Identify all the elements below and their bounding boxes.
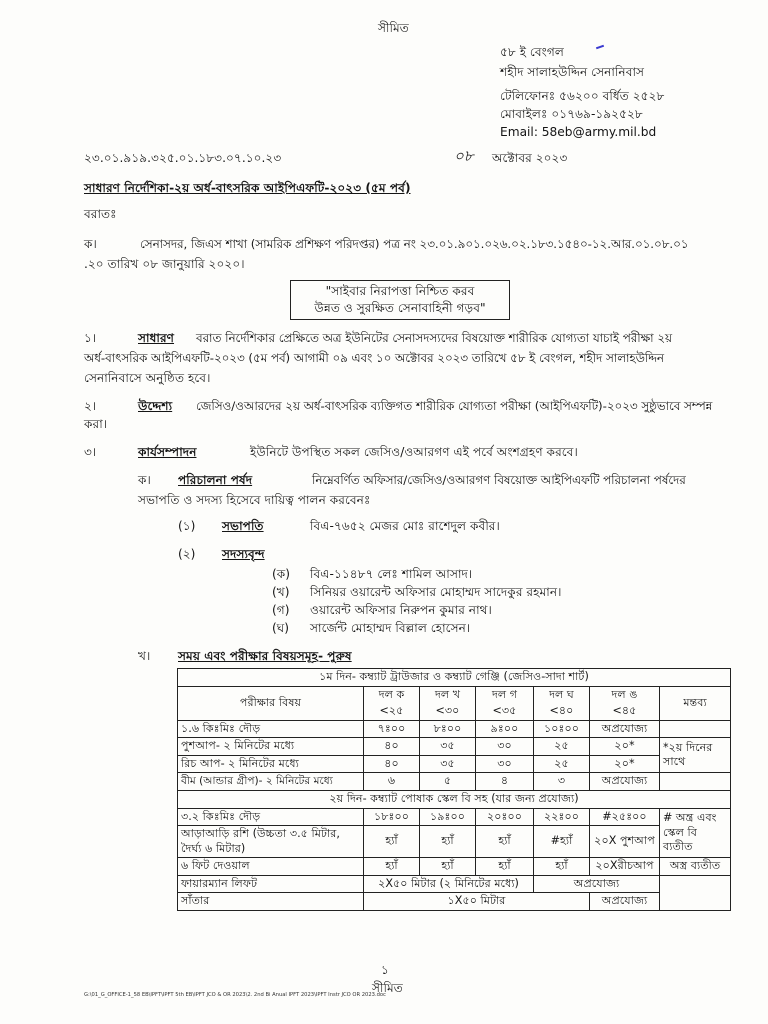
table-cell: ৩৫ [420,755,476,773]
table-row [178,720,731,738]
reference-line-1: সেনাসদর, জিএস শাখা (সামরিক প্রশিক্ষণ পরিদপ্তর) পত্র নং ২৩.০১.৯০১.০২৬.০২.১৮৩.১৫৪০-১২.আর.০১.০৮.০১ [140,237,689,251]
table-cell: ৭ঃ০০ [364,720,420,738]
reference-marker: ক। [84,237,97,251]
column-header-group: দল ঘ [534,686,590,703]
table-cell: ২X৫০ মিটার (২ মিনিটের মধ্যে) [364,875,534,893]
column-header-remarks: মন্তব্য [660,686,731,720]
table-cell: হ্যাঁ [364,858,420,876]
table-cell: ৯ঃ০০ [476,720,534,738]
table-row [178,738,731,756]
table-cell: ১৯ঃ০০ [420,808,476,826]
motto-line-2: উন্নত ও সুরক্ষিত সেনাবাহিনী গড়ব" [314,301,486,315]
table-cell: ২০ঃ০০ [476,808,534,826]
table-cell: ২৫ [534,755,590,773]
motto-line-1: "সাইবার নিরাপত্তা নিশ্চিত করব [325,284,475,298]
member-name: সার্জেন্ট মোহাম্মদ বিল্লাল হোসেন। [310,621,471,635]
age-limit: <৩৫ [476,703,534,720]
table-cell: ৫ [420,773,476,791]
table-row [178,773,731,791]
table-cell: ৩ [534,773,590,791]
president-name: বিএ-৭৬৫২ মেজর মোঃ রাশেদুল কবীর। [310,519,500,533]
reference-number: ২৩.০১.৯১৯.৩২৫.০১.১৮৩.০৭.১০.২৩ [84,151,282,165]
test-subject: বীম (আন্ডার গ্রীপ)- ২ মিনিটের মধ্যে [178,773,364,791]
table-cell: হ্যাঁ [420,826,476,858]
section-1-line-3: সেনানিবাসে অনুষ্ঠিত হবে। [84,371,211,385]
table-cell: ২০* [590,755,660,773]
section-1-line-2: অর্ধ-বাৎসরিক আইপিএফটি-২০২৩ (৫ম পর্ব) আগামী ০৯ এবং ১০ অক্টোবর ২০২৩ তারিখে ৫৮ ই বেংগল, শহীদ সালাহউদ্দিন [84,351,664,365]
subsection-a-title: পরিচালনা পর্ষদ [178,473,253,487]
subsection-b-title: সময় এবং পরীক্ষার বিষয়সমূহ- পুরুষ [178,649,352,663]
table-cell: ১৮ঃ০০ [364,808,420,826]
section-2-number: ২। [84,399,97,413]
ipft-standards-table [177,668,731,911]
day-1-note: *২য় দিনের সাথে [660,738,731,773]
motto-box [290,280,510,320]
test-subject: ৩.২ কিঃমিঃ দৌড় [178,808,364,826]
file-path: G:\01_G_OFFICE-1_58 EB\IPFT\IPFT 5th EB\IPFT JCO & OR 2023\2. 2nd Bi Anual IPFT 2023\IPFT Instr JCO OR 2023.doc [84,992,386,998]
email: Email: 58eb@army.mil.bd [500,125,657,139]
section-3-title: কার্যসম্পাদন [138,445,197,459]
test-subject: সাঁতার [178,893,364,911]
test-subject: ১.৬ কিঃমিঃ দৌড় [178,720,364,738]
test-subject: ৬ ফিট দেওয়াল [178,858,364,876]
table-row [178,875,731,893]
table-cell: ৩৫ [420,738,476,756]
table-cell: ২২ঃ০০ [534,808,590,826]
column-header-group: দল ক [364,686,420,703]
day-2-note: # অন্ত্র এবং স্কেল বি ব্যতীত [660,808,731,858]
table-cell-empty [660,875,731,910]
table-cell: ৮ঃ০০ [420,720,476,738]
column-header-group: দল গ [476,686,534,703]
table-cell: ২০* [590,738,660,756]
weapon-note: অস্ত্র ব্যতীত [660,858,731,876]
table-cell: অপ্রযোজ্য [590,773,660,791]
table-cell: ৪০ [364,738,420,756]
column-header-subject: পরীক্ষার বিষয় [178,686,364,720]
table-row [178,669,731,687]
page-number: ১ [381,963,389,977]
date-text: অক্টোবর ২০২৩ [492,151,568,165]
subject-line: সাধারণ নির্দেশিকা-২য় অর্ধ-বাৎসরিক আইপিএফটি-২০২৩ (৫ম পর্ব) [84,181,411,195]
table-cell: ৩০ [476,738,534,756]
table-cell: হ্যাঁ [476,826,534,858]
section-3-number: ৩। [84,445,97,459]
table-cell: হ্যাঁ [476,858,534,876]
subsection-b-number: খ। [138,649,151,663]
table-header-row [178,686,731,703]
test-subject: আড়াআড়ি রশি (উচ্চতা ৩.৫ মিটার, দৈর্ঘ্য ৬ মিটার) [178,826,364,858]
president-title: সভাপতি [222,519,264,533]
subsection-a-line-2: সভাপতি ও সদস্য হিসেবে দায়িত্ব পালন করবেনঃ [138,493,371,507]
table-row [178,755,731,773]
age-limit: <২৫ [364,703,420,720]
section-1-line-1: বরাত নির্দেশিকার প্রেক্ষিতে অত্র ইউনিটের সেনাসদস্যদের বিষয়োক্ত শারীরিক যোগ্যতা যাচাই পরীক্ষা ২য় [196,331,672,345]
subsection-a-line-1: নিম্নেবর্ণিত অফিসার/জেসিও/ওআরগণ বিষয়োক্ত আইপিএফটি পরিচালনা পর্ষদের [312,473,686,487]
table-row [178,790,731,808]
section-2-line-2: করা। [84,417,108,431]
members-number: (২) [178,547,196,561]
age-limit: <৩০ [420,703,476,720]
day-2-title: ২য় দিন- কম্ব্যাট পোষাক স্কেল বি সহ (যার জন্য প্রযোজ্য) [178,790,731,808]
members-title: সদস্যবৃন্দ [222,547,265,561]
table-row [178,808,731,826]
reference-label: বরাতঃ [84,207,117,221]
table-cell: ৩০ [476,755,534,773]
table-cell: ৪০ [364,755,420,773]
table-cell-empty [660,773,731,791]
table-cell: #২৫ঃ০০ [590,808,660,826]
subsection-a-number: ক। [138,473,151,487]
member-name: সিনিয়র ওয়ারেন্ট অফিসার মোহাম্মদ সাদেকুর রহমান। [310,585,562,599]
section-2-title: উদ্দেশ্য [138,399,173,413]
day-1-title: ১ম দিন- কম্ব্যাট ট্রাউজার ও কম্ব্যাট গেঞ্জি (জেসিও-সাদা শার্ট) [178,669,731,687]
table-cell: অপ্রযোজ্য [534,875,660,893]
table-cell: হ্যাঁ [420,858,476,876]
telephone: টেলিফোনঃ ৫৬২০০ বর্ধিত ২৫২৮ [500,89,665,103]
age-limit: <৪৫ [590,703,660,720]
section-1-number: ১। [84,331,97,345]
table-cell: হ্যাঁ [534,858,590,876]
column-header-group: দল খ [420,686,476,703]
table-cell: ২০Xরীচআপ [590,858,660,876]
section-3-line: ইউনিটে উপস্থিত সকল জেসিও/ওআরগণ এই পর্বে অংশগ্রহণ করবে। [250,445,578,459]
test-subject: পুশআপ- ২ মিনিটের মধ্যে [178,738,364,756]
table-cell: ২৫ [534,738,590,756]
reference-line-2: .২০ তারিখ ০৮ জানুয়ারি ২০২০। [84,257,245,271]
table-cell-empty [660,720,731,738]
date-day-handwritten: ০৮ [454,147,474,165]
mobile: মোবাইলঃ ০১৭৬৯-১৯২৫২৮ [500,107,643,121]
table-row [178,826,731,858]
test-subject: রিচ আপ- ২ মিনিটের মধ্যে [178,755,364,773]
table-cell: হ্যাঁ [364,826,420,858]
member-mark: (ক) [272,567,291,581]
cantonment-name: শহীদ সালাহউদ্দিন সেনানিবাস [500,65,645,79]
member-mark: (গ) [272,603,290,617]
section-2-line-1: জেসিও/ওআরদের ২য় অর্ধ-বাৎসরিক ব্যক্তিগত শারীরিক যোগ্যতা পরীক্ষা (আইপিএফটি)-২০২৩ সুষ্ঠুভাবে সম্পন্ন [196,399,713,413]
table-cell: ২০X পুশআপ [590,826,660,858]
member-name: ওয়ারেন্ট অফিসার নিরুপন কুমার নাথ। [310,603,492,617]
unit-name: ৫৮ ই বেংগল [500,45,564,59]
member-mark: (ঘ) [272,621,290,635]
table-cell: #হ্যাঁ [534,826,590,858]
member-name: বিএ-১১৪৮৭ লেঃ শামিল আসাদ। [310,567,473,581]
section-1-title: সাধারণ [138,331,175,345]
table-cell: ১X৫০ মিটার [364,893,590,911]
member-mark: (খ) [272,585,290,599]
table-cell: ১০ঃ০০ [534,720,590,738]
table-cell: ৪ [476,773,534,791]
column-header-group: দল ঙ [590,686,660,703]
classification-bottom: সীমিত [372,981,403,995]
ink-mark [596,45,604,50]
table-cell: অপ্রযোজ্য [590,893,660,911]
president-number: (১) [178,519,196,533]
table-row [178,893,731,911]
classification-top: সীমিত [378,21,409,35]
table-cell: অপ্রযোজ্য [590,720,660,738]
test-subject: ফায়ারম্যান লিফট [178,875,364,893]
age-limit: <৪০ [534,703,590,720]
table-cell: ৬ [364,773,420,791]
table-row [178,858,731,876]
